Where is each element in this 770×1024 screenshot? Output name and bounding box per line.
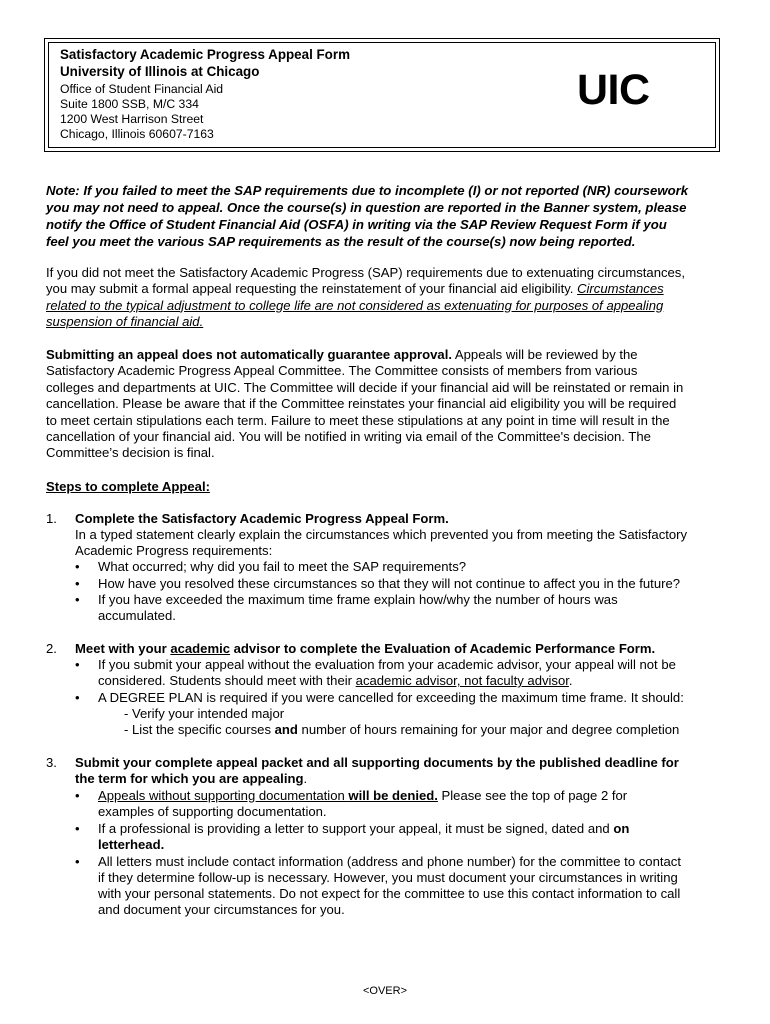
step-3-text: If a professional is providing a letter to support your appeal, it must be signed, dated and <box>98 821 614 836</box>
office-suite: Suite 1800 SSB, M/C 334 <box>60 97 199 111</box>
bullet-icon: • <box>75 690 80 705</box>
bullet-icon: • <box>75 821 80 836</box>
circumstances-emphasis: Circumstances <box>577 281 664 297</box>
step-3-bullet-3-cont: and document your circumstances for you. <box>98 902 345 917</box>
step-3-title: Submit your complete appeal packet and all supporting documents by the published deadline for <box>75 755 679 770</box>
bullet-icon: • <box>75 854 80 869</box>
step-3-bullet-3-cont: with your personal statements. Do not expect for the committee to use this contact information to call <box>98 886 681 901</box>
over-footer: <OVER> <box>362 985 408 997</box>
bullet-icon: • <box>75 576 80 591</box>
step-1-text: Academic Progress requirements: <box>75 543 273 558</box>
step-1-number: 1. <box>46 511 57 526</box>
steps-heading: Steps to complete Appeal: <box>46 479 210 494</box>
bullet-icon: • <box>75 657 80 672</box>
note-line: feel you meet the various SAP requirements as the result of the course(s) now being reported. <box>46 234 636 249</box>
step-3-bullet-2 <box>98 821 728 837</box>
step-3-bullet-1-cont: examples of supporting documentation. <box>98 804 327 819</box>
approval-bold: Submitting an appeal does not automatically guarantee approval. <box>46 347 452 362</box>
office-street: 1200 West Harrison Street <box>60 112 204 126</box>
degree-plan-item-2 <box>124 722 679 738</box>
degree-plan-item-1: - Verify your intended major <box>124 706 285 721</box>
step-2-title-pre: Meet with your <box>75 641 171 656</box>
intro-line: If you did not meet the Satisfactory Academic Progress (SAP) requirements due to extenuating circumstances, <box>46 265 685 280</box>
bullet-icon: • <box>75 788 80 803</box>
step-2-title <box>75 641 735 657</box>
approval-line: cancellation of your financial aid. You will be notified in writing via email of the Committee's decision. The <box>46 429 651 445</box>
step-2-text: . <box>568 673 573 688</box>
step-2-text: - List the specific courses <box>124 722 275 737</box>
header-box <box>44 38 720 152</box>
step-2-bullet-1-cont <box>98 673 728 689</box>
form-title: Satisfactory Academic Progress Appeal Form <box>60 47 350 62</box>
intro-line: related to the typical adjustment to college life are not considered as extenuating for purposes of appealing <box>46 297 664 313</box>
step-1-title: Complete the Satisfactory Academic Progress Appeal Form. <box>75 511 449 526</box>
step-3-bullet-2-cont: letterhead. <box>98 837 165 852</box>
approval-line: colleges and departments at UIC. The Committee will decide if your financial aid will be reinstated or remain in <box>46 379 684 395</box>
office-city: Chicago, Illinois 60607-7163 <box>60 127 214 141</box>
step-3-title-end: . <box>303 771 308 786</box>
step-3-bullet-3: All letters must include contact information (address and phone number) for the committee to contact <box>98 854 681 869</box>
step-2-bullet-2: A DEGREE PLAN is required if you were cancelled for exceeding the maximum time frame. It should: <box>98 690 684 705</box>
step-1-bullet-1: What occurred; why did you fail to meet the SAP requirements? <box>98 559 467 574</box>
approval-line: to meet certain stipulations each term. Failure to meet these stipulations at any point in time will result in the <box>46 412 670 428</box>
university-name: University of Illinois at Chicago <box>60 64 260 79</box>
step-1-bullet-3-cont: accumulated. <box>98 608 176 623</box>
approval-paragraph <box>46 347 736 462</box>
office-name: Office of Student Financial Aid <box>60 82 224 96</box>
step-3-number: 3. <box>46 755 57 770</box>
step-3-title-cont <box>75 771 735 787</box>
uic-logo: UIC <box>577 66 650 114</box>
approval-line: Satisfactory Academic Progress Appeal Committee. The Committee consists of members from various <box>46 363 638 379</box>
step-2-bullet-1: If you submit your appeal without the evaluation from your academic advisor, your appeal will not be <box>98 657 676 672</box>
approval-line: Committee’s decision is final. <box>46 445 215 461</box>
and-emphasis: and <box>274 722 298 737</box>
intro-paragraph <box>46 265 736 331</box>
step-3-text: Please see the top of page 2 for <box>437 788 628 803</box>
note-line: notify the Office of Student Financial Aid (OSFA) in writing via the SAP Review Request Form if you <box>46 217 667 232</box>
intro-line <box>46 281 736 297</box>
step-2-text: number of hours remaining for your major and degree completion <box>297 722 680 737</box>
approval-line: cancellation. Please be aware that if the Committee reinstates your financial aid eligibility you will be required <box>46 396 677 412</box>
step-2-title-post: advisor to complete the Evaluation of Academic Performance Form. <box>230 641 656 656</box>
bullet-icon: • <box>75 559 80 574</box>
step-1-bullet-3: If you have exceeded the maximum time frame explain how/why the number of hours was <box>98 592 618 607</box>
step-3-bullet-3-cont: if they determine follow-up is necessary. However, you must document your circumstances in writing <box>98 870 678 885</box>
advisor-emphasis: academic advisor, not faculty advisor <box>355 673 569 688</box>
step-2-title-academic: academic <box>170 641 231 656</box>
will-be-denied: will be denied. <box>348 788 438 803</box>
step-1-text: In a typed statement clearly explain the circumstances which prevented you from meeting the Satisfactory <box>75 527 688 542</box>
intro-text: you may submit a formal appeal requesting the reinstatement of your financial aid eligibility. <box>46 281 578 297</box>
bullet-icon: • <box>75 592 80 607</box>
step-1-bullet-2: How have you resolved these circumstances so that they will not continue to affect you in the future? <box>98 576 681 591</box>
header-inner-border <box>48 42 716 148</box>
note-line: Note: If you failed to meet the SAP requirements due to incomplete (I) or not reported (NR) coursework <box>46 183 689 198</box>
step-2-number: 2. <box>46 641 57 656</box>
step-3-bullet-1 <box>98 788 728 804</box>
step-2-text: considered. Students should meet with their <box>98 673 356 688</box>
note-line: you may not need to appeal. Once the course(s) in question are reported in the Banner system, please <box>46 200 687 215</box>
approval-line <box>46 347 736 363</box>
intro-line: suspension of financial aid. <box>46 314 204 330</box>
approval-text: Appeals will be reviewed by the <box>451 347 638 362</box>
on-emphasis: on <box>613 821 630 836</box>
step-3-title-text: the term for which you are appealing <box>75 771 304 786</box>
note-paragraph <box>46 182 736 250</box>
appeals-without-docs: Appeals without supporting documentation <box>98 788 349 803</box>
